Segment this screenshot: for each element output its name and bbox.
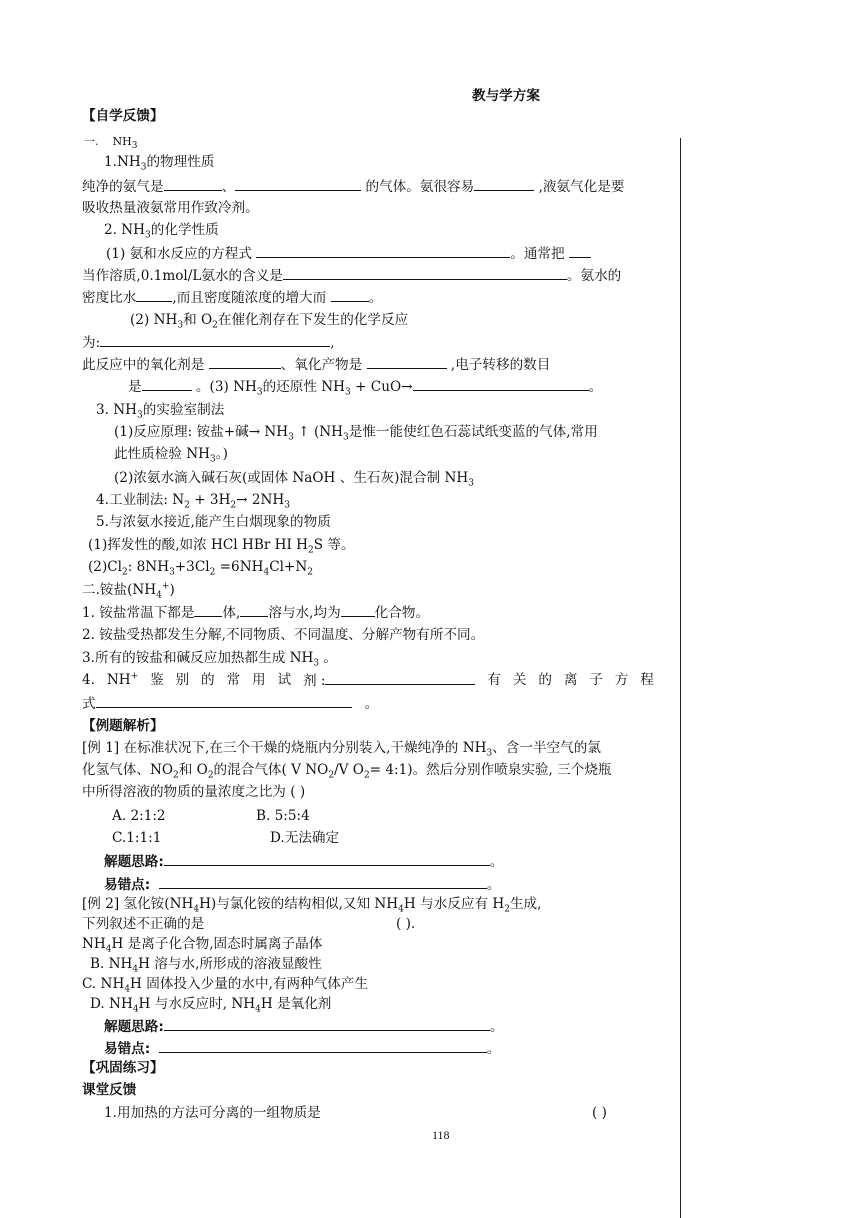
practice-question-1: 1.用加热的方法可分离的一组物质是 [104, 1105, 321, 1121]
section-consolidation-practice: 【巩固练习】 [82, 1060, 164, 1076]
example-1-option-a: A. 2:1:2 [112, 808, 166, 824]
example-2-solution-line: 解题思路: 。 [104, 1016, 503, 1037]
section-self-study-feedback: 【自学反馈】 [82, 108, 164, 124]
physical-properties-heading: $1.NH_3$的物理性质 [104, 154, 215, 173]
margin-divider [680, 138, 681, 1218]
item-heading-1: 一. $NH_3$ [84, 135, 138, 152]
reaction-principle-line: (1)反应原理: 铵盐+碱→ $NH_3$ ↑ ($NH_3$是惟一能使红色石蕊试纸变蓝的气体,常用 [114, 424, 598, 443]
example-2-line-2: 下列叙述不正确的是 [82, 916, 205, 932]
catalytic-oxidation-answer-line: 为: , [82, 332, 335, 353]
ammonium-salt-fact-2: 2. 铵盐受热都发生分解,不同物质、不同温度、分解产物有所不同。 [82, 627, 485, 643]
example-1-line-3: 中所得溶液的物质的量浓度之比为 ( ) [82, 784, 306, 800]
reaction-principle-line-2: 此性质检验 $NH_3$。) [114, 446, 228, 465]
lab-method-2-line: (2)浓氨水滴入碱石灰(或固体 NaOH 、生石灰)混合制 $NH_3$ [114, 470, 474, 489]
example-1-option-b: B. 5:5:4 [256, 808, 310, 824]
ammonium-salts-heading: 二.铵盐$(NH_4^+)$ [82, 581, 175, 601]
industrial-method-line: 4.工业制法: $N_2 + 3H_2\to 2NH_3$ [96, 492, 290, 511]
oxidant-product-line: 此反应中的氧化剂是 、氧化产物是 ,电子转移的数目 [82, 354, 550, 375]
example-1-pitfall-line: 易错点: 。 [104, 874, 500, 895]
example-2-answer-bracket: ( ). [396, 916, 416, 932]
ionic-equation-line: 式 。 [82, 693, 378, 714]
white-smoke-heading: 5.与浓氨水接近,能产生白烟现象的物质 [96, 514, 331, 530]
physical-properties-line: 纯净的氨气是 、 的气体。氨很容易 ,液氨气化是要 [82, 176, 624, 197]
chlorine-reaction-line: $(2)Cl_2$: $8NH_3+3Cl_2 =6NH_4Cl+N_2$ [88, 559, 313, 578]
example-1-line-2: 化氢气体、$NO_2$和 $O_2$的混合气体( V $NO_2/V$ $O_2=$ 4:1)。然后分别作喷泉实验, 三个烧瓶 [82, 762, 612, 781]
ammonium-identification-line: 4. NH+ 鉴 别 的 常 用 试 剂 : 有 关 的 离 子 方 程 [82, 671, 654, 689]
example-2-option-b: B. $NH_4H$ 溶与水,所形成的溶液显酸性 [90, 956, 322, 975]
example-2-line-1: [例 2] 氢化铵$(NH_4H)$与氯化铵的结构相似,又知 $NH_4H$ 与水反应有 $H_2$生成, [82, 896, 542, 915]
example-1-option-c: C.1:1:1 [112, 830, 162, 846]
classroom-feedback-heading: 课堂反馈 [82, 1082, 137, 1098]
catalytic-oxidation-line: (2) $NH_3$和 $O_2$在催化剂存在下发生的化学反应 [130, 312, 409, 331]
physical-properties-line-2: 吸收热量液氨常用作致冷剂。 [82, 200, 259, 216]
ammonia-water-equation-line: (1) 氨和水反应的方程式 。通常把 [106, 243, 591, 264]
ammonium-salt-fact-3: 3.所有的铵盐和碱反应加热都生成 $NH_3$ 。 [82, 650, 338, 669]
chemical-properties-heading: 2. $NH_3$的化学性质 [104, 222, 219, 241]
example-1-solution-line: 解题思路: 。 [104, 851, 503, 872]
ammonia-water-meaning-line: 当作溶质,0.1mol/L氨水的含义是 。氨水的 [82, 265, 621, 286]
ammonium-salt-fact-1: 1. 铵盐常温下都是 体, 溶与水,均为 化合物。 [82, 602, 429, 623]
volatile-acids-line: (1)挥发性的酸,如浓 HCl HBr HI $H_2S$ 等。 [88, 537, 355, 556]
page-number: 118 [432, 1128, 450, 1142]
reducing-property-line: 是 。(3) $NH_3$的还原性 $NH_3 + CuO\to$ 。 [128, 376, 602, 397]
example-1-option-d: D.无法确定 [270, 830, 340, 846]
example-2-pitfall-line: 易错点: 。 [104, 1038, 500, 1059]
example-2-option-a: $NH_4H$ 是离子化合物,固态时属离子晶体 [82, 936, 323, 955]
lab-preparation-heading: 3. $NH_3$的实验室制法 [96, 402, 225, 421]
page-header-title: 教与学方案 [472, 88, 540, 104]
section-example-analysis: 【例题解析】 [82, 718, 164, 734]
practice-question-1-bracket: ( ) [592, 1105, 607, 1121]
example-2-option-c: C. $NH_4H$ 固体投入少量的水中,有两种气体产生 [82, 976, 369, 995]
example-1-line-1: [例 1] 在标准状况下,在三个干燥的烧瓶内分别装入,干燥纯净的 $NH_3$、含一半空气的氯 [82, 740, 601, 759]
example-2-option-d: D. $NH_4H$ 与水反应时, $NH_4H$ 是氧化剂 [90, 996, 332, 1015]
ammonia-density-line: 密度比水 ,而且密度随浓度的增大而 。 [82, 287, 382, 308]
